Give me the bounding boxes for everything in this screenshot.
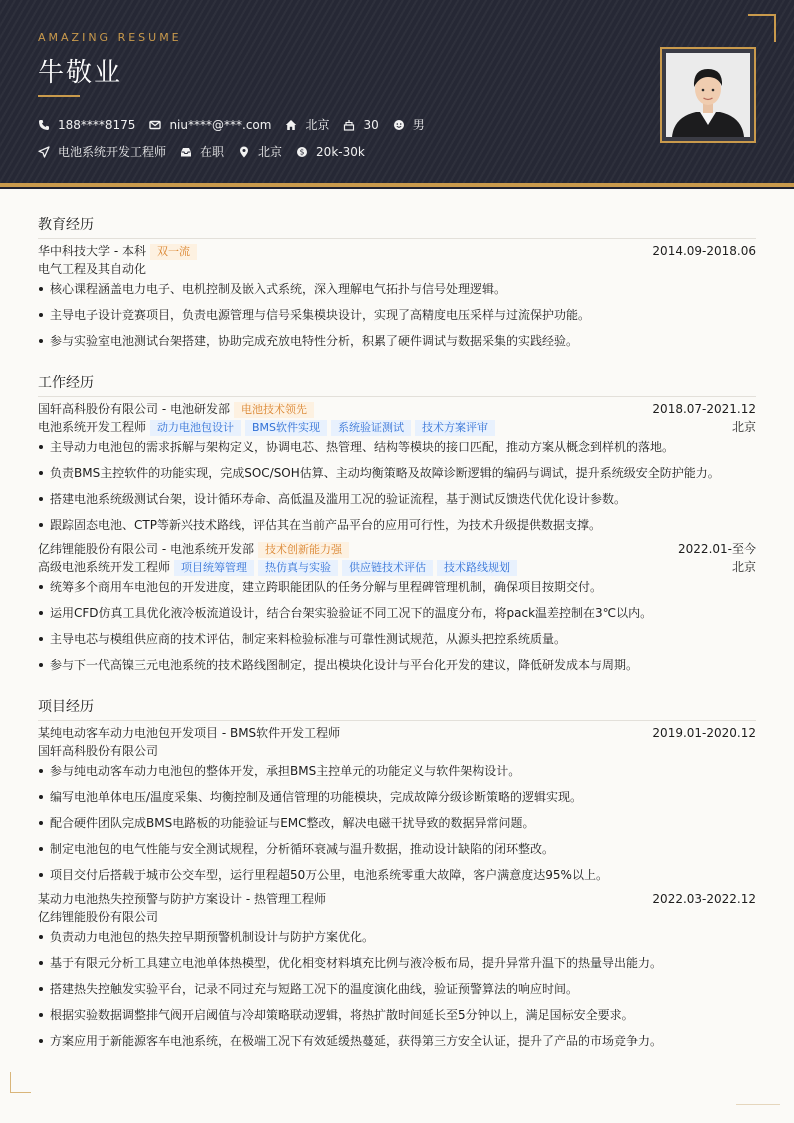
skill-tag: 供应链技术评估	[342, 560, 433, 576]
target-city-item	[238, 143, 282, 160]
role-text: 电池系统开发工程师	[38, 420, 147, 434]
job-date: 2018.07-2021.12	[652, 402, 756, 416]
project-date: 2019.01-2020.12	[652, 726, 756, 740]
section-title-projects: 项目经历	[38, 696, 756, 721]
job-location: 北京	[731, 560, 756, 574]
job-intent-row	[38, 143, 379, 160]
projects-section	[38, 696, 756, 1048]
company-tag: 技术创新能力强	[258, 542, 349, 558]
skill-tag: 技术方案评审	[415, 420, 495, 436]
project-company: 国轩高科股份有限公司	[38, 744, 159, 758]
list-item: 主导电芯与模组供应商的技术评估，制定来料检验标准与可靠性测试规范，从源头把控系统质量。	[38, 631, 756, 648]
education-header-row	[38, 243, 756, 260]
skill-tag: 动力电池包设计	[150, 420, 241, 436]
skill-tag: 项目统筹管理	[174, 560, 254, 576]
job-header-row	[38, 541, 756, 558]
salary-item	[296, 145, 365, 159]
mail-icon	[149, 119, 161, 131]
project-header-row	[38, 725, 756, 742]
list-item: 搭建热失控触发实验平台，记录不同过充与短路工况下的温度演化曲线，验证预警算法的响应时间。	[38, 981, 756, 998]
svg-text:$: $	[299, 147, 305, 157]
home-icon	[285, 119, 297, 131]
city-text: 北京	[305, 118, 330, 132]
skill-tag: 技术路线规划	[437, 560, 517, 576]
email-text: niu****@***.com	[169, 117, 272, 132]
city-item	[285, 116, 329, 133]
candidate-name: 牛敬业	[38, 58, 123, 88]
phone-item	[38, 118, 135, 132]
status-text: 在职	[200, 145, 225, 159]
name-underline	[38, 95, 80, 97]
company-text: 国轩高科股份有限公司 - 电池研发部	[38, 402, 230, 416]
company-text: 亿纬锂能股份有限公司 - 电池系统开发部	[38, 542, 254, 556]
gender-item	[393, 116, 425, 133]
send-icon	[38, 146, 50, 158]
header-dark-divider	[0, 187, 794, 189]
list-item: 搭建电池系统级测试台架，设计循环寿命、高低温及滥用工况的验证流程，基于测试反馈迭代优化设计参数。	[38, 491, 756, 508]
role-text: 高级电池系统开发工程师	[38, 560, 171, 574]
list-item: 核心课程涵盖电力电子、电机控制及嵌入式系统，深入理解电气拓扑与信号处理逻辑。	[38, 281, 756, 298]
section-title-education: 教育经历	[38, 214, 756, 239]
project-date: 2022.03-2022.12	[652, 892, 756, 906]
list-item: 运用CFD仿真工具优化液冷板流道设计，结合台架实验验证不同工况下的温度分布，将pack温差控制在3℃以内。	[38, 605, 756, 622]
education-date: 2014.09-2018.06	[652, 244, 756, 258]
salary-icon	[296, 146, 308, 158]
job-header-row	[38, 401, 756, 418]
project-header-row	[38, 891, 756, 908]
target-city-text: 北京	[258, 145, 283, 159]
cake-icon	[343, 119, 355, 131]
major-text: 电气工程及其自动化	[38, 262, 147, 276]
profile-photo	[666, 53, 750, 137]
profile-photo-frame	[660, 47, 756, 143]
list-item: 制定电池包的电气性能与安全测试规程，分析循环衰减与温升数据，推动设计缺陷的闭环整改。	[38, 841, 756, 858]
list-item: 基于有限元分析工具建立电池单体热模型，优化相变材料填充比例与液冷板布局，提升异常升温下的热量导出能力。	[38, 955, 756, 972]
job-role-row	[38, 419, 756, 436]
status-item	[180, 143, 224, 160]
education-section	[38, 214, 756, 348]
smile-icon	[393, 119, 405, 131]
project-title: 某动力电池热失控预警与防护方案设计 - 热管理工程师	[38, 892, 326, 906]
project-title: 某纯电动客车动力电池包开发项目 - BMS软件开发工程师	[38, 726, 341, 740]
phone-icon	[38, 119, 50, 131]
list-item: 统筹多个商用车电池包的开发进度，建立跨职能团队的任务分解与里程碑管理机制，确保项目按期交付。	[38, 579, 756, 596]
skill-tag: 热仿真与实验	[258, 560, 338, 576]
list-item: 方案应用于新能源客车电池系统，在极端工况下有效延缓热蔓延，获得第三方安全认证，提升了产品的市场竞争力。	[38, 1033, 756, 1050]
skill-tag: BMS软件实现	[245, 420, 327, 436]
job-date: 2022.01-至今	[678, 542, 756, 556]
target-role-text: 电池系统开发工程师	[58, 145, 167, 159]
gender-text: 男	[412, 118, 425, 132]
section-title-work: 工作经历	[38, 372, 756, 397]
list-item: 参与实验室电池测试台架搭建，协助完成充放电特性分析，积累了硬件调试与数据采集的实践经验。	[38, 333, 756, 350]
list-item: 主导电子设计竞赛项目，负责电源管理与信号采集模块设计，实现了高精度电压采样与过流保护功能。	[38, 307, 756, 324]
location-pin-icon	[238, 146, 250, 158]
contact-row	[38, 116, 439, 133]
salary-text: 20k-30k	[316, 144, 365, 159]
job-location: 北京	[731, 420, 756, 434]
list-item: 配合硬件团队完成BMS电路板的功能验证与EMC整改，解决电磁干扰导致的数据异常问题。	[38, 815, 756, 832]
list-item: 参与纯电动客车动力电池包的整体开发，承担BMS主控单元的功能定义与软件架构设计。	[38, 763, 756, 780]
job-role-row	[38, 559, 756, 576]
school-text: 华中科技大学 - 本科	[38, 244, 146, 258]
corner-ornament-top-right	[748, 14, 776, 42]
age-item	[343, 118, 378, 132]
company-tag: 电池技术领先	[234, 402, 314, 418]
target-role-item	[38, 143, 166, 160]
list-item: 项目交付后搭载于城市公交车型，运行里程超50万公里，电池系统零重大故障，客户满意度达95%以上。	[38, 867, 756, 884]
list-item: 主导动力电池包的需求拆解与架构定义，协调电芯、热管理、结构等模块的接口匹配，推动方案从概念到样机的落地。	[38, 439, 756, 456]
work-section	[38, 372, 756, 672]
school-tag: 双一流	[150, 244, 197, 260]
skill-tag: 系统验证测试	[331, 420, 411, 436]
brand-label: AMAZING RESUME	[38, 31, 182, 44]
project-company: 亿纬锂能股份有限公司	[38, 910, 159, 924]
list-item: 负责动力电池包的热失控早期预警机制设计与防护方案优化。	[38, 929, 756, 946]
email-item	[149, 118, 271, 132]
list-item: 根据实验数据调整排气阀开启阈值与冷却策略联动逻辑，将热扩散时间延长至5分钟以上，满足国标安全要求。	[38, 1007, 756, 1024]
list-item: 负责BMS主控软件的功能实现，完成SOC/SOH估算、主动均衡策略及故障诊断逻辑的编码与调试，提升系统级安全防护能力。	[38, 465, 756, 482]
inbox-icon	[180, 146, 192, 158]
corner-ornament-bottom-left	[10, 1072, 31, 1093]
corner-ornament-bottom-right	[736, 1104, 780, 1105]
age-text: 30	[363, 117, 379, 132]
list-item: 参与下一代高镍三元电池系统的技术路线图制定，提出模块化设计与平台化开发的建议，降低研发成本与周期。	[38, 657, 756, 674]
list-item: 跟踪固态电池、CTP等新兴技术路线，评估其在当前产品平台的应用可行性，为技术升级提供数据支撑。	[38, 517, 756, 534]
phone-text: 188****8175	[58, 117, 136, 132]
list-item: 编写电池单体电压/温度采集、均衡控制及通信管理的功能模块，完成故障分级诊断策略的逻辑实现。	[38, 789, 756, 806]
